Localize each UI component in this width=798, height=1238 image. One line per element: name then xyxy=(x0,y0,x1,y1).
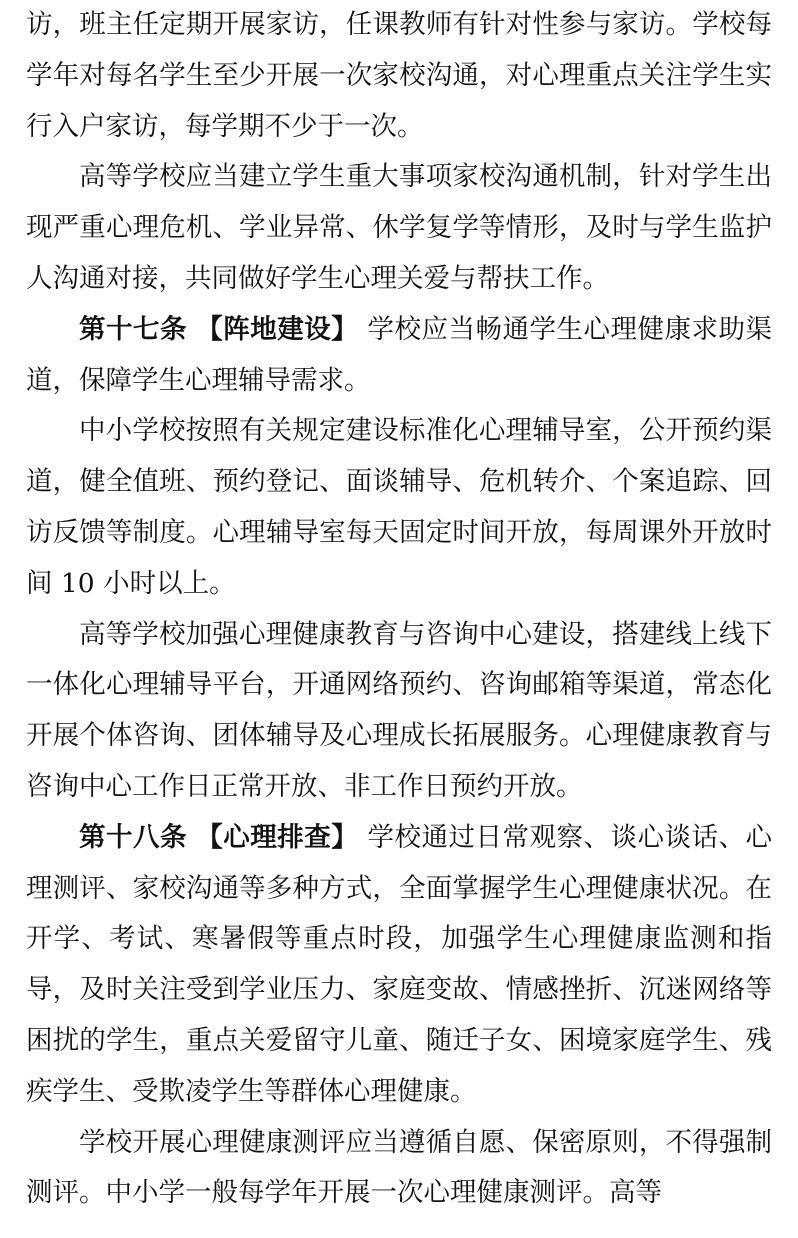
article-17-paragraph xyxy=(26,305,772,407)
paragraph-text: 学校应当畅通学生心理健康求助渠道，保障学生心理辅导需求。 xyxy=(26,313,773,396)
paragraph-continuation xyxy=(26,0,772,152)
paragraph-text: 中小学校按照有关规定建设标准化心理辅导室，公开预约渠道，健全值班、预约登记、面谈辅导、危机转介、个案追踪、回访反馈等制度。心理辅导室每天固定时间开放，每周课外开放时间 10 小时以上。 xyxy=(26,415,772,599)
paragraph-text: 高等学校应当建立学生重大事项家校沟通机制，针对学生出现严重心理危机、学业异常、休学复学等情形，及时与学生监护人沟通对接，共同做好学生心理关爱与帮扶工作。 xyxy=(26,161,772,294)
paragraph-body xyxy=(26,152,772,304)
document-page xyxy=(26,0,772,1219)
article-title: 【阵地建设】 xyxy=(196,313,359,345)
article-number: 第十七条 xyxy=(79,313,187,345)
paragraph-body xyxy=(26,1118,772,1220)
article-18-paragraph xyxy=(26,813,772,1118)
article-number: 第十八条 xyxy=(79,821,187,853)
paragraph-text: 学校通过日常观察、谈心谈话、心理测评、家校沟通等多种方式，全面掌握学生心理健康状况。在开学、考试、寒暑假等重点时段，加强学生心理健康监测和指导，及时关注受到学业压力、家庭变故、情感挫折、沉迷网络等困扰的学生，重点关爱留守儿童、随迁子女、困境家庭学生、残疾学生、受欺凌学生等群体心理健康。 xyxy=(26,821,773,1107)
article-title: 【心理排查】 xyxy=(196,821,359,853)
paragraph-body xyxy=(26,406,772,609)
paragraph-body xyxy=(26,610,772,813)
paragraph-text: 访，班主任定期开展家访，任课教师有针对性参与家访。学校每学年对每名学生至少开展一次家校沟通，对心理重点关注学生实行入户家访，每学期不少于一次。 xyxy=(26,9,772,142)
paragraph-text: 高等学校加强心理健康教育与咨询中心建设，搭建线上线下一体化心理辅导平台，开通网络预约、咨询邮箱等渠道，常态化开展个体咨询、团体辅导及心理成长拓展服务。心理健康教育与咨询中心工作日正常开放、非工作日预约开放。 xyxy=(26,618,772,802)
paragraph-text: 学校开展心理健康测评应当遵循自愿、保密原则，不得强制测评。中小学一般每学年开展一次心理健康测评。高等 xyxy=(26,1126,772,1209)
